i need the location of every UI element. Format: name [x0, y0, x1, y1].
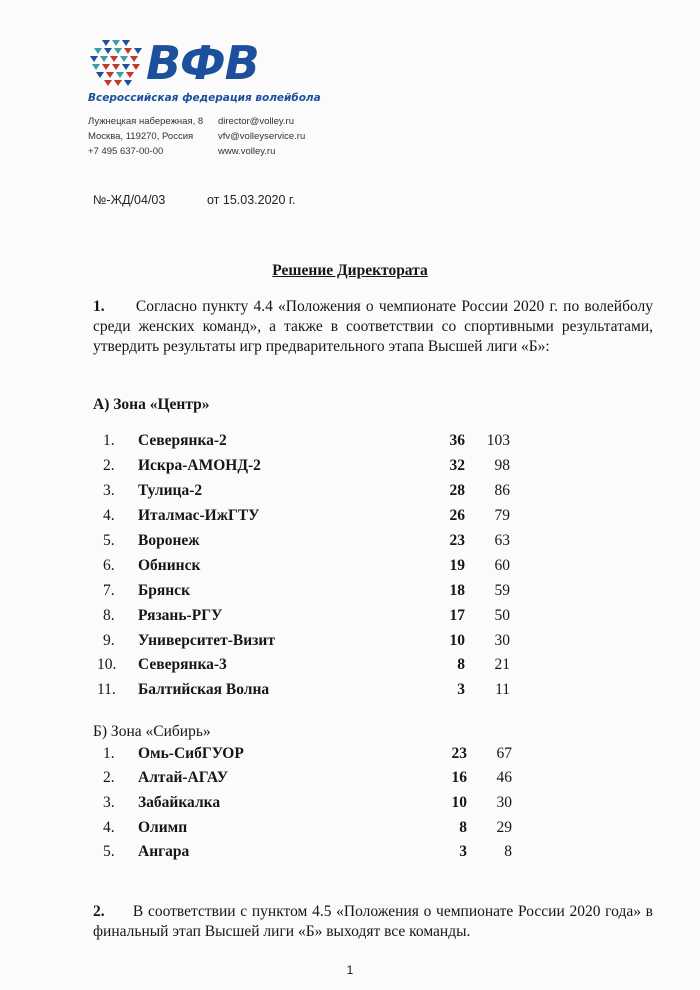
paragraph-text: В соответствии с пунктом 4.5 «Положения о чемпионате России 2020 года» в финальный этап Высшей лиги «Б» выходят все команды. — [93, 903, 653, 940]
federation-name: Всероссийская федерация волейбола — [88, 92, 321, 104]
document-date: от 15.03.2020 г. — [207, 193, 296, 207]
address-line: Лужнецкая набережная, 8 — [88, 116, 204, 127]
table-row: 10. Северянка-3 8 21 — [97, 656, 510, 673]
logo-mosaic-icon — [88, 40, 144, 88]
address-line: Москва, 119270, Россия — [88, 131, 194, 142]
document-title: Решение Директората — [272, 262, 428, 279]
table-row: 8. Рязань-РГУ 17 50 — [103, 607, 510, 624]
zone-a-title: А) Зона «Центр» — [93, 396, 210, 413]
table-row: 3. Забайкалка 10 30 — [103, 794, 512, 811]
email-vfv: vfv@volleyservice.ru — [218, 131, 306, 142]
table-row: 7. Брянск 18 59 — [103, 582, 510, 599]
address-block — [88, 114, 203, 159]
page-number: 1 — [346, 963, 354, 977]
email-director: director@volley.ru — [218, 116, 294, 127]
paragraph-text: Согласно пункту 4.4 «Положения о чемпионате России 2020 г. по волейболу среди женских команд», а также в соответствии со спортивными результатами, утвердить результаты игр предварительного этапа Высшей лиги «Б»: — [93, 298, 653, 355]
table-row: 5. Воронеж 23 63 — [103, 532, 510, 549]
table-row: 1. Северянка-2 36 103 — [103, 432, 510, 449]
table-row: 9. Университет-Визит 10 30 — [103, 632, 510, 649]
website: www.volley.ru — [218, 146, 276, 157]
table-row: 2. Алтай-АГАУ 16 46 — [103, 769, 512, 786]
paragraph-number: 1. — [93, 298, 105, 315]
zone-b-title: Б) Зона «Сибирь» — [93, 723, 211, 740]
table-row: 2. Искра-АМОНД-2 32 98 — [103, 457, 510, 474]
table-row: 4. Италмас-ИжГТУ 26 79 — [103, 507, 510, 524]
logo-brand: ВФВ — [146, 36, 259, 90]
table-row: 4. Олимп 8 29 — [103, 819, 512, 836]
phone-line: +7 495 637-00-00 — [88, 146, 164, 157]
paragraph-number: 2. — [93, 903, 105, 920]
paragraph-1 — [93, 297, 653, 357]
table-row: 3. Тулица-2 28 86 — [103, 482, 510, 499]
document-number: №-ЖД/04/03 — [93, 193, 166, 207]
table-row: 1. Омь-СибГУОР 23 67 — [103, 745, 512, 762]
table-row: 5. Ангара 3 8 — [103, 843, 512, 860]
table-row: 6. Обнинск 19 60 — [103, 557, 510, 574]
vfv-logo — [88, 36, 321, 110]
contact-block — [218, 114, 305, 159]
paragraph-2 — [93, 902, 653, 942]
table-row: 11. Балтийская Волна 3 11 — [97, 681, 510, 698]
